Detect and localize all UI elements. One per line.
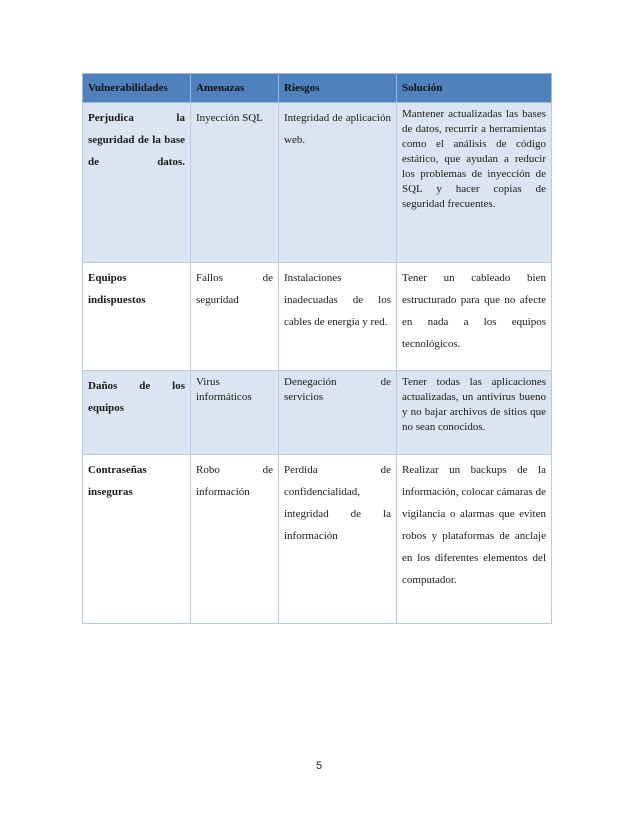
header-amenazas: Amenazas — [191, 74, 279, 103]
cell-riesgo: Denegación de servicios — [279, 371, 397, 455]
cell-solucion: Mantener actualizadas las bases de datos, recurrir a herramientas como el análisis de código estático, que ayudan a reducir los problemas de inyección de SQL y hacer copias de seguridad frecuentes. — [397, 103, 552, 263]
cell-riesgo: Integridad de aplicación web. — [279, 103, 397, 263]
table-row — [83, 371, 552, 455]
cell-vulnerabilidad: Contraseñas inseguras — [83, 455, 191, 624]
table-row — [83, 263, 552, 371]
cell-vulnerabilidad: Perjudica la seguridad de la base de datos. — [83, 103, 191, 263]
table-row — [83, 103, 552, 263]
cell-vulnerabilidad: Daños de los equipos — [83, 371, 191, 455]
cell-amenaza: Inyección SQL — [191, 103, 279, 263]
cell-riesgo: Perdida de confidencialidad, integridad de la información — [279, 455, 397, 624]
cell-riesgo: Instalaciones inadecuadas de los cables de energía y red. — [279, 263, 397, 371]
header-riesgos: Riesgos — [279, 74, 397, 103]
cell-solucion: Tener un cableado bien estructurado para que no afecte en nada a los equipos tecnológicos. — [397, 263, 552, 371]
vulnerabilities-table — [82, 73, 552, 624]
cell-amenaza: Robo de información — [191, 455, 279, 624]
cell-amenaza: Virus informáticos — [191, 371, 279, 455]
header-solucion: Solución — [397, 74, 552, 103]
cell-solucion: Tener todas las aplicaciones actualizadas, un antivirus bueno y no bajar archivos de sitios que no sean conocidos. — [397, 371, 552, 455]
table-row — [83, 455, 552, 624]
table-header-row — [83, 74, 552, 103]
cell-solucion: Realizar un backups de la información, colocar cámaras de vigilancia o alarmas que eviten robos y plataformas de anclaje en los diferentes elementos del computador. — [397, 455, 552, 624]
cell-amenaza: Fallos de seguridad — [191, 263, 279, 371]
cell-vulnerabilidad: Equipos indispuestos — [83, 263, 191, 371]
header-vulnerabilidades: Vulnerabilidades — [83, 74, 191, 103]
page-number: 5 — [315, 760, 323, 772]
